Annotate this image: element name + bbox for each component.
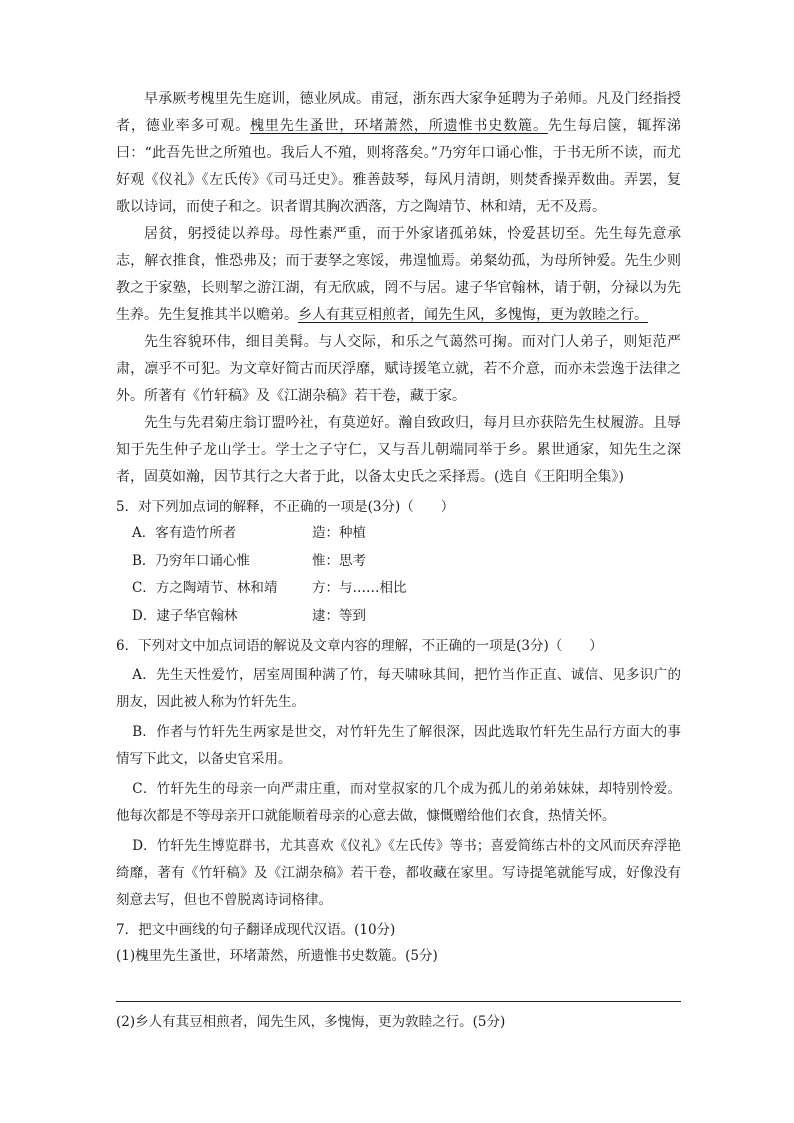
- passage-paragraph-2: [116, 221, 681, 329]
- passage-paragraph-1: [116, 86, 681, 221]
- question-6-option-d: D．竹轩先生博览群书，尤其喜欢《仪礼》《左氏传》等书；喜爱简练古朴的文风而厌弃浮艳绮靡，著有《竹轩稿》及《江湖杂稿》若干卷，都收藏在家里。写诗提笔就能写成，好像没有刻意去写，但也不曾脱离诗词格律。: [116, 838, 681, 908]
- option-gloss: 造：种植: [312, 525, 366, 541]
- question-7-stem: 7．把文中画线的句子翻译成现代汉语。(10分): [116, 922, 396, 938]
- exam-page: [116, 86, 681, 1036]
- question-5-options: [116, 520, 681, 630]
- question-6-option-b: B．作者与竹轩先生两家是世交，对竹轩先生了解很深，因此选取竹轩先生品行方面大的事情写下此文，以备史官采用。: [116, 724, 681, 767]
- question-5-option-d: [116, 603, 681, 631]
- question-6-option-c: C．竹轩先生的母亲一向严肃庄重，而对堂叔家的几个成为孤儿的弟弟妹妹，却特别怜爱。他每次都是不等母亲开口就能顺着母亲的心意去做，慷慨赠给他们衣食，热情关怀。: [116, 781, 681, 824]
- option-text: B．乃穷年口诵心惟: [132, 552, 250, 569]
- option-gloss: 逮：等到: [312, 607, 366, 624]
- question-5-option-b: [116, 548, 681, 576]
- passage-paragraph-4: 先生与先君菊庄翁订盟吟社，有莫逆好。瀚自致政归，每月旦亦获陪先生杖履游。且辱知于先生仲子龙山学士。学士之子守仁，又与吾儿朝端同举于乡。累世通家，知先生之深者，固莫如瀚，因节其行之大者于此，以备太史氏之采择焉。(选自《王阳明全集》): [116, 415, 681, 485]
- question-5-stem: 5．对下列加点词的解释，不正确的一项是(3分)（ ）: [116, 499, 455, 515]
- option-gloss: 惟：思考: [312, 552, 366, 569]
- passage-text: 先生每启箧，辄挥涕曰：“此吾先世之所殖也。我后人不殖，则将落矣。”乃穷年口诵心惟，于书无所不读，而尤好观《仪礼》《左氏传》《司马迁史》。雅善鼓琴，每风月清朗，则焚香操弄数曲。弄罢，复歌以诗词，而使子和之。识者谓其胸次洒落，方之陶靖节、林和靖，无不及焉。: [116, 118, 682, 215]
- question-7-sub-1: (1)槐里先生蚤世，环堵萧然，所遗惟书史数簏。(5分): [116, 948, 438, 964]
- underlined-sentence-2: 乡人有萁豆相煎者，闻先生风，多愧悔，更为敦睦之行。: [298, 307, 648, 323]
- question-6-stem: 6．下列对文中加点词语的解说及文章内容的理解，不正确的一项是(3分)（ ）: [116, 638, 603, 654]
- option-gloss: 方：与……相比: [312, 580, 407, 596]
- question-7-sub-2: (2)乡人有萁豆相煎者，闻先生风，多愧悔，更为敦睦之行。(5分): [116, 1014, 506, 1030]
- question-5-option-a: [116, 520, 681, 548]
- underlined-sentence-1: 槐里先生蚤世，环堵萧然，所遗惟书史数簏。: [250, 118, 548, 134]
- answer-line: [116, 1001, 681, 1002]
- question-5-option-c: [116, 575, 681, 603]
- option-text: A．客有造竹所者: [132, 525, 237, 541]
- passage-text: 居贫，躬授徒以养母。母性素严重，而于外家诸孤弟妹，怜爱甚切至。先生每先意承志，解衣推食，惟恐弗及；而于妻孥之寒馁，弗遑恤焉。弟粲幼孤，为母所钟爱。先生少则教之于家塾，长则挈之游江湖，有无欣戚，罔不与居。逮子华官翰林，请于朝，分禄以为先生养。先生复推其半以赡弟。: [116, 226, 681, 323]
- option-text: C．方之陶靖节、林和靖: [132, 580, 278, 596]
- passage-text: 早承厥考槐里先生庭训，德业夙成。甫冠，浙东西大家争延聘为子弟师。凡及门经指授者，德业率多可观。: [116, 91, 681, 134]
- question-6-option-a: A．先生天性爱竹，居室周围种满了竹，每天啸咏其间，把竹当作正直、诚信、见多识广的朋友，因此被人称为竹轩先生。: [116, 667, 681, 710]
- option-text: D．逮子华官翰林: [132, 607, 238, 624]
- passage-paragraph-3: 先生容貌环伟，细目美髯。与人交际，和乐之气蔼然可掬。而对门人弟子，则矩范严肃，凛乎不可犯。为文章好简古而厌浮靡，赋诗援笔立就，若不介意，而亦未尝逸于法律之外。所著有《竹轩稿》及《江湖杂稿》若干卷，藏于家。: [116, 334, 681, 404]
